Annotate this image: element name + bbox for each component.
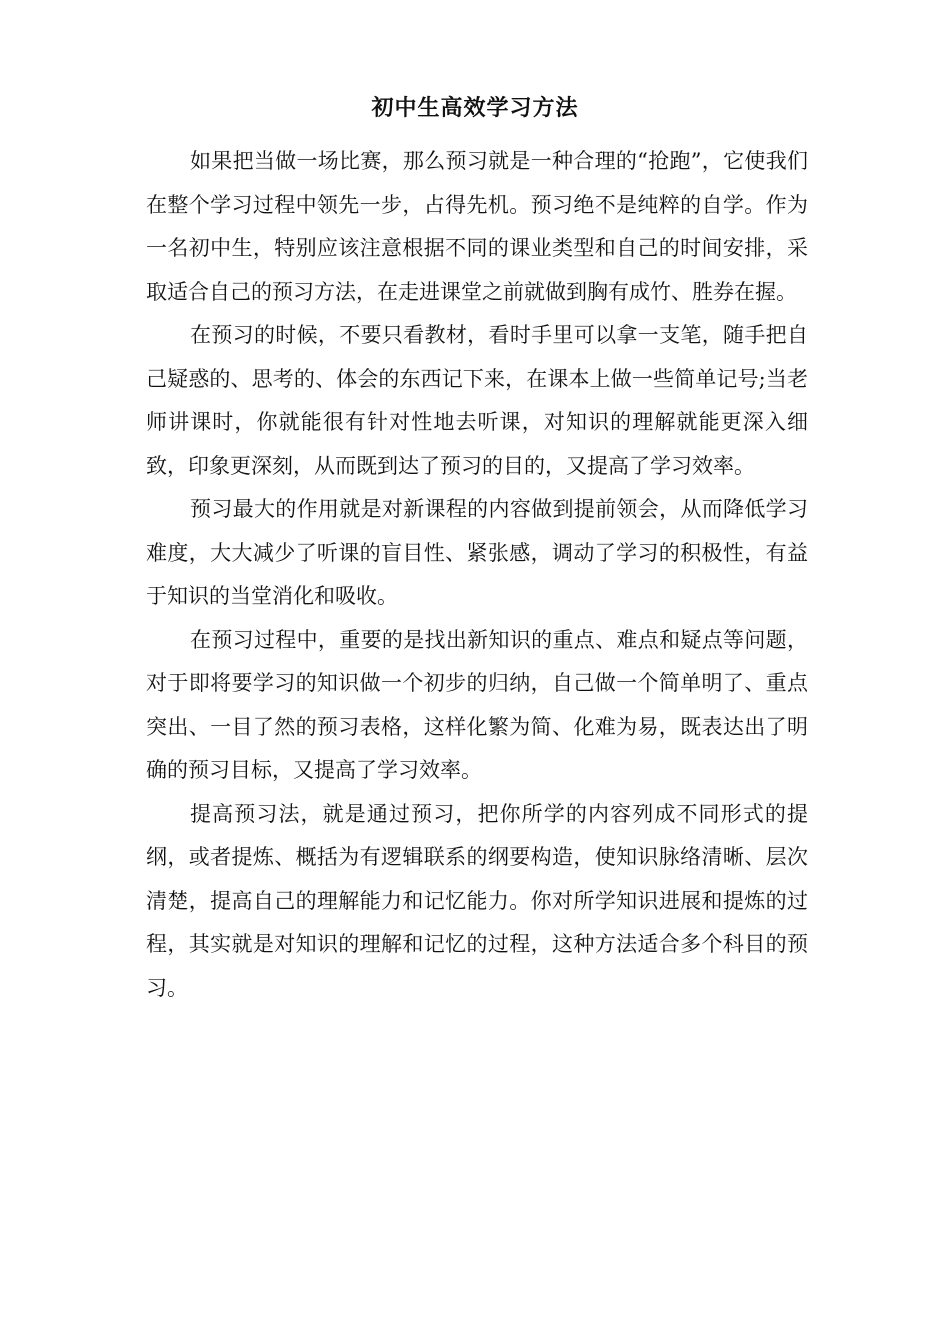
paragraph-2: 在预习的时候，不要只看教材，看时手里可以拿一支笔，随手把自己疑惑的、思考的、体会的东西记下来，在课本上做一些简单记号;当老师讲课时，你就能很有针对性地去听课，对知识的理解就能更深入细致，印象更深刻，从而既到达了预习的目的，又提高了学习效率。: [146, 323, 808, 478]
document-body: [146, 140, 808, 1010]
paragraph-1: 如果把当做一场比赛，那么预习就是一种合理的“抢跑”，它使我们在整个学习过程中领先一步，占得先机。预习绝不是纯粹的自学。作为一名初中生，特别应该注意根据不同的课业类型和自己的时间安排，采取适合自己的预习方法，在走进课堂之前就做到胸有成竹、胜券在握。: [146, 149, 808, 304]
paragraph-3: 预习最大的作用就是对新课程的内容做到提前领会，从而降低学习难度，大大减少了听课的盲目性、紧张感，调动了学习的积极性，有益于知识的当堂消化和吸收。: [146, 497, 808, 608]
paragraph-5: 提高预习法，就是通过预习，把你所学的内容列成不同形式的提纲，或者提炼、概括为有逻辑联系的纲要构造，使知识脉络清晰、层次清楚，提高自己的理解能力和记忆能力。你对所学知识进展和提炼的过程，其实就是对知识的理解和记忆的过程，这种方法适合多个科目的预习。: [146, 801, 808, 1000]
document-title: 初中生高效学习方法: [371, 95, 579, 121]
paragraph-4: 在预习过程中，重要的是找出新知识的重点、难点和疑点等问题，对于即将要学习的知识做一个初步的归纳，自己做一个简单明了、重点突出、一目了然的预习表格，这样化繁为简、化难为易，既表达出了明确的预习目标，又提高了学习效率。: [146, 627, 808, 782]
